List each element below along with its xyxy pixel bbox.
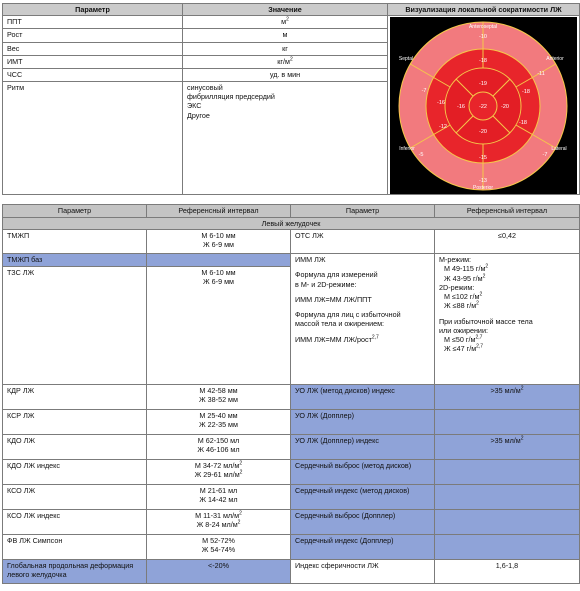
- seg-outer-3: -7: [421, 88, 427, 95]
- ref-value: >35 $мл/м^2$: [435, 385, 580, 410]
- label-septal: Septal: [398, 56, 414, 63]
- table-row: [3, 460, 580, 485]
- ref-value: [435, 510, 580, 535]
- param-label: Глобальная продольная деформация левого желудочка: [3, 560, 147, 584]
- ref-value: [435, 460, 580, 485]
- row-tmzhp-baz: [3, 254, 580, 267]
- param-label: Сердечный выброс (Допплер): [291, 510, 435, 535]
- param-label: Сердечный индекс (Допплер): [291, 535, 435, 560]
- param-label: УО ЛЖ (Допплер): [291, 410, 435, 435]
- ref-line: М 21-61 мл: [199, 486, 238, 496]
- label-lateral: Lateral: [551, 146, 567, 153]
- param-label: Сердечный индекс (метод дисков): [291, 485, 435, 510]
- param-label: ТМЖП баз: [3, 254, 147, 267]
- param-label: Индекс сферичности ЛЖ: [291, 560, 435, 584]
- param-label: ТМЖП: [3, 230, 147, 254]
- ref-value: [435, 485, 580, 510]
- param-label: КСО ЛЖ индекс: [3, 510, 147, 535]
- top-header-row: [3, 4, 580, 16]
- rhythm-option-pacemaker[interactable]: ЭКС: [187, 101, 202, 111]
- value-field[interactable]: уд. в мин: [183, 68, 388, 81]
- table-row: [3, 535, 580, 560]
- ref-title: При избыточной массе тела: [439, 316, 533, 326]
- unit: $кг/м^2$: [277, 56, 293, 66]
- param-label: КДО ЛЖ: [3, 435, 147, 460]
- param-label: ТЗС ЛЖ: [3, 267, 147, 385]
- ref-value: [147, 435, 291, 460]
- imm-ref-cell: [435, 254, 580, 385]
- ref-line: М 49-115 $г/м^2$: [444, 264, 489, 274]
- ref-value: [147, 510, 291, 535]
- ref-value: [147, 485, 291, 510]
- ref-line: Ж 54-74%: [201, 545, 236, 555]
- ref-line: М 6-10 мм: [201, 231, 236, 241]
- value-field[interactable]: м: [183, 29, 388, 42]
- param-label: ИММ ЛЖ: [295, 255, 326, 265]
- formula-label: в М- и 2D-режиме:: [295, 279, 357, 289]
- formula: ИММ ЛЖ=ММ ЛЖ/ППТ: [295, 294, 372, 304]
- param-label: ППТ: [3, 16, 183, 29]
- seg-apical-4: -20: [479, 129, 487, 136]
- rhythm-option-af[interactable]: фибрилляция предсердий: [187, 92, 275, 102]
- ref-value: [147, 267, 291, 385]
- ref-title: или ожирении:: [439, 325, 488, 335]
- ref-line: Ж 14-42 мл: [199, 495, 238, 505]
- bullseye-cell: [388, 16, 580, 195]
- header-visualization: Визуализация локальной сократимости ЛЖ: [388, 4, 580, 16]
- formula-obese: ИММ ЛЖ=ММ ЛЖ/рост$^{2,7}$: [295, 334, 379, 344]
- seg-outer-6: -7: [542, 152, 548, 159]
- formula-label: Формула для измерений: [295, 270, 378, 280]
- value-field[interactable]: кг: [183, 42, 388, 55]
- rhythm-option-sinus[interactable]: синусовый: [187, 82, 223, 92]
- ref-title: 2D-режим:: [439, 282, 475, 292]
- formula-label: Формула для лиц с избыточной: [295, 310, 401, 320]
- ref-line: М 52-72%: [202, 536, 235, 546]
- seg-mid-1: -18: [479, 58, 487, 65]
- ref-line: Ж 46-106 мл: [197, 445, 240, 455]
- ref-line: М 25-40 мм: [199, 411, 238, 421]
- table-row: [3, 485, 580, 510]
- rhythm-option-other[interactable]: Другое: [187, 110, 210, 120]
- ref-line: М 34-72 $мл/м^2$: [194, 460, 243, 471]
- param-label: КДР ЛЖ: [3, 385, 147, 410]
- seg-mid-4: -18: [519, 120, 527, 127]
- param-label: Рост: [3, 29, 183, 42]
- ref-value: ≤0,42: [435, 230, 580, 254]
- ref-line: Ж 22-35 мм: [199, 420, 238, 430]
- label-posterior: Posterior: [472, 185, 494, 192]
- seg-apical-1: -19: [479, 81, 487, 88]
- param-label: Вес: [3, 42, 183, 55]
- param-label: ФВ ЛЖ Симпсон: [3, 535, 147, 560]
- seg-mid-3: -16: [437, 100, 445, 107]
- seg-mid-5: -15: [479, 155, 487, 162]
- seg-apical-2: -20: [501, 104, 509, 111]
- ref-line: Ж 43-95 $г/м^2$: [444, 273, 486, 283]
- ref-value: <-20%: [147, 560, 291, 584]
- seg-apical-3: -16: [457, 104, 465, 111]
- patient-params-table: [2, 3, 580, 195]
- header-param-right: Параметр: [291, 205, 435, 218]
- param-label: КСО ЛЖ: [3, 485, 147, 510]
- ref-line: Ж 6-9 мм: [203, 277, 234, 287]
- param-label: КСР ЛЖ: [3, 410, 147, 435]
- ref-value: [435, 410, 580, 435]
- ref-value: [147, 385, 291, 410]
- label-anterior: Anterior: [546, 56, 564, 63]
- label-anteroseptal: Anteroseptal: [468, 24, 498, 31]
- seg-mid-6: -12: [439, 124, 447, 131]
- table-row: [3, 510, 580, 535]
- header-ref-right: Референсный интервал: [435, 205, 580, 218]
- rhythm-options: [183, 81, 388, 194]
- label-inferior: Inferior: [399, 146, 415, 153]
- reference-rows: [3, 385, 580, 560]
- bottom-header-row: [3, 205, 580, 218]
- ref-value: >35 $мл/м^2$: [435, 435, 580, 460]
- value-field[interactable]: [183, 16, 388, 29]
- param-label: Сердечный выброс (метод дисков): [291, 460, 435, 485]
- ref-line: Ж ≤47 $г/м^{2,7}$: [444, 343, 484, 354]
- header-param: Параметр: [3, 4, 183, 16]
- ref-value: [147, 230, 291, 254]
- ref-line: М ≤102 $г/м^2$: [444, 291, 483, 302]
- ref-line: М 11-31 $мл/м^2$: [195, 510, 242, 521]
- table-row: [3, 435, 580, 460]
- seg-outer-2: -11: [537, 71, 545, 78]
- table-row: [3, 385, 580, 410]
- header-ref-left: Референсный интервал: [147, 205, 291, 218]
- param-label: УО ЛЖ (Допплер) индекс: [291, 435, 435, 460]
- ref-value: 1,6-1,8: [435, 560, 580, 584]
- param-label: ЧСС: [3, 68, 183, 81]
- bullseye-chart: [390, 17, 577, 194]
- param-label: КДО ЛЖ индекс: [3, 460, 147, 485]
- section-row: [3, 218, 580, 230]
- param-label: Ритм: [3, 81, 183, 194]
- ref-value: [147, 535, 291, 560]
- header-param-left: Параметр: [3, 205, 147, 218]
- ref-title: М-режим:: [439, 255, 472, 265]
- value-field[interactable]: [183, 55, 388, 68]
- row-tmzhp: [3, 230, 580, 254]
- param-label: ОТС ЛЖ: [291, 230, 435, 254]
- header-value: Значение: [183, 4, 388, 16]
- ref-line: Ж 38-52 мм: [199, 395, 238, 405]
- imm-param-cell: [291, 254, 435, 385]
- ref-line: М 62-150 мл: [197, 436, 240, 446]
- ref-value: [147, 460, 291, 485]
- ref-line: Ж 6-9 мм: [203, 240, 234, 250]
- section-title: Левый желудочек: [3, 218, 580, 230]
- seg-mid-2: -18: [522, 89, 530, 96]
- unit: $м^2$: [281, 16, 289, 27]
- ref-line: М 42-58 мм: [199, 386, 238, 396]
- formula-label: массой тела и ожирением:: [295, 319, 385, 329]
- ref-line: Ж ≤88 $г/м^2$: [444, 300, 479, 311]
- bullseye-svg: [390, 17, 577, 194]
- ref-line: М 6-10 мм: [201, 268, 236, 278]
- row-gls: [3, 560, 580, 584]
- lv-reference-table: [2, 204, 580, 584]
- ref-value: [147, 254, 291, 267]
- param-label: ИМТ: [3, 55, 183, 68]
- ref-value: [147, 410, 291, 435]
- seg-outer-1: -10: [479, 34, 487, 41]
- seg-outer-4: -13: [479, 178, 487, 185]
- ref-line: Ж 29-61 $мл/м^2$: [194, 470, 243, 480]
- ref-value: [435, 535, 580, 560]
- ref-line: Ж 8-24 $мл/м^2$: [196, 520, 241, 530]
- table-row: [3, 410, 580, 435]
- param-label: УО ЛЖ (метод дисков) индекс: [291, 385, 435, 410]
- seg-outer-5: -5: [418, 152, 424, 159]
- ref-line: М ≤50 $г/м^{2,7}$: [444, 334, 483, 344]
- row-ppt: [3, 16, 580, 29]
- seg-apex: -22: [479, 104, 487, 111]
